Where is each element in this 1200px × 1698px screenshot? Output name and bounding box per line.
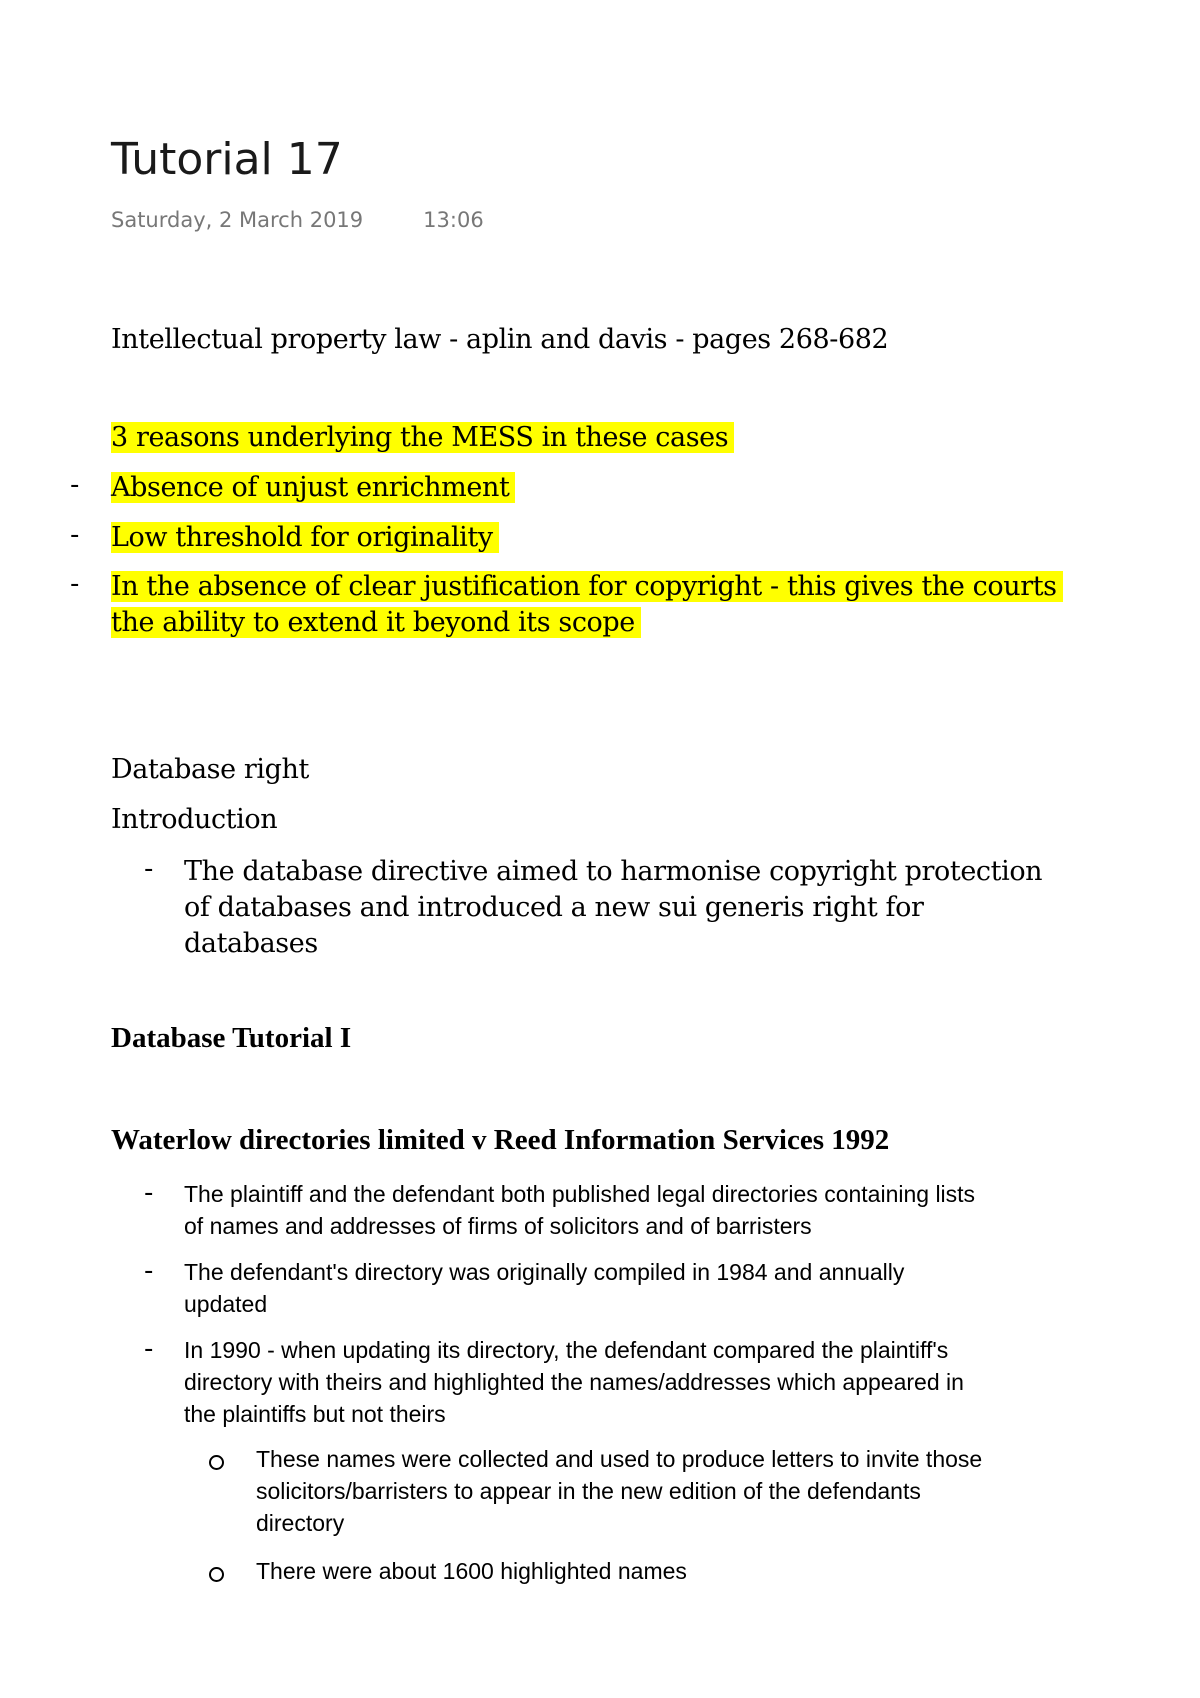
case-bullet: The defendant's directory was originally compiled in 1984 and annually updated — [184, 1259, 905, 1317]
reason-item: In the absence of clear justification for copyright - this gives the courts the ability to extend it beyond its scope — [111, 569, 1063, 641]
page-meta — [111, 208, 484, 232]
intro-bullet: The database directive aimed to harmonise copyright protection of databases and introduced a new sui generis right for databases — [184, 856, 1043, 959]
reason-dash: - — [70, 569, 80, 599]
reason-item: Absence of unjust enrichment — [111, 470, 515, 506]
sub-bullet-circle — [209, 1455, 224, 1470]
introduction-heading: Introduction — [111, 804, 278, 835]
reason-dash: - — [70, 470, 80, 500]
case-dash: - — [144, 1256, 154, 1286]
reason-item: Low threshold for originality — [111, 520, 499, 556]
case-sub-bullet: There were about 1600 highlighted names — [256, 1558, 687, 1584]
database-tutorial-heading: Database Tutorial I — [111, 1022, 352, 1054]
case-bullet: In 1990 - when updating its directory, the defendant compared the plaintiff's directory with theirs and highlighted the names/addresses which appeared in the plaintiffs but not theirs — [184, 1337, 964, 1427]
case-bullet: The plaintiff and the defendant both published legal directories containing lists of names and addresses of firms of solicitors and of barristers — [184, 1181, 976, 1239]
sub-bullet-circle — [209, 1567, 224, 1582]
intro-dash: - — [144, 854, 154, 884]
intro-line: Intellectual property law - aplin and davis - pages 268-682 — [111, 324, 889, 355]
page-title: Tutorial 17 — [111, 134, 343, 185]
reasons-heading: 3 reasons underlying the MESS in these cases — [111, 420, 734, 456]
case-dash: - — [144, 1178, 154, 1208]
case-dash: - — [144, 1334, 154, 1364]
database-right-heading: Database right — [111, 754, 309, 785]
reason-dash: - — [70, 520, 80, 550]
page-date: Saturday, 2 March 2019 — [111, 208, 364, 232]
page-time: 13:06 — [423, 208, 484, 232]
case-heading: Waterlow directories limited v Reed Information Services 1992 — [111, 1124, 890, 1156]
case-sub-bullet: These names were collected and used to produce letters to invite those solicitors/barristers to appear in the new edition of the defendants directory — [256, 1446, 983, 1536]
